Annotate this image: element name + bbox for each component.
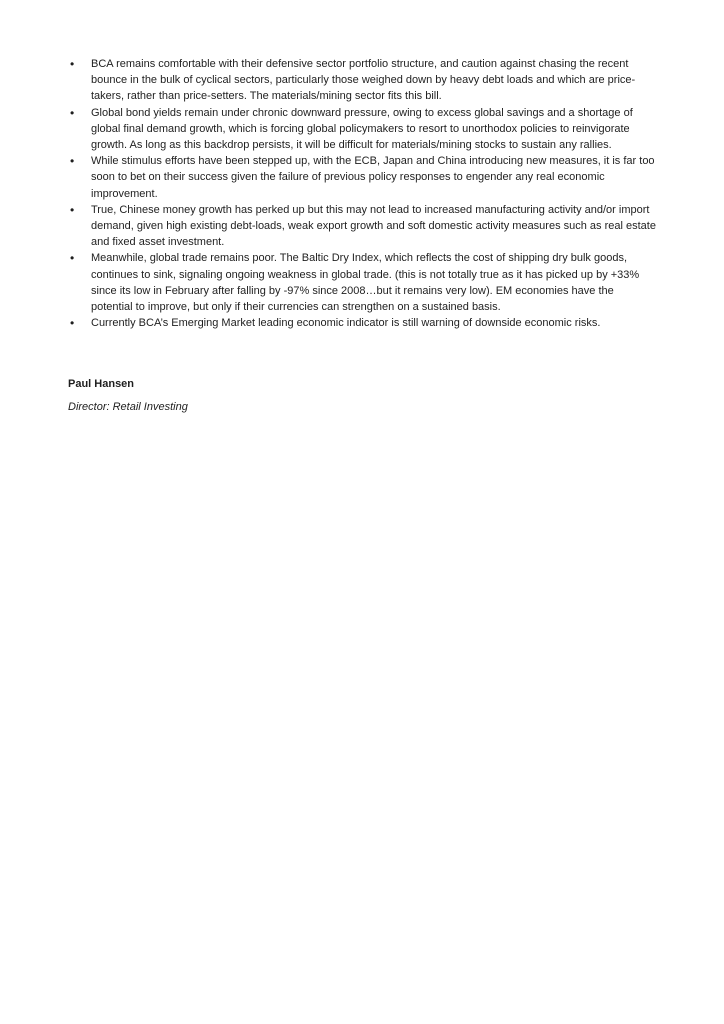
bullet-list: [68, 56, 656, 331]
bullet-item: • Meanwhile, global trade remains poor. The Baltic Dry Index, which reflects the cost of shipping dry bulk goods, continues to sink, signaling ongoing weakness in global trade. (this is not totally true as it has picked up by +33% since its low in February after falling by -97% since 2008…but it remains very low). EM economies have the potential to improve, but only if their currencies can strengthen on a sustained basis.: [68, 250, 656, 315]
bullet-item: • Global bond yields remain under chronic downward pressure, owing to excess global savings and a shortage of global final demand growth, which is forcing global policymakers to resort to unorthodox policies to reinvigorate growth. As long as this backdrop persists, it will be difficult for materials/mining stocks to sustain any rallies.: [68, 105, 656, 154]
bullet-item: • Currently BCA’s Emerging Market leading economic indicator is still warning of downside economic risks.: [68, 315, 656, 331]
signature-title: Director: Retail Investing: [68, 401, 188, 414]
bullet-item: • BCA remains comfortable with their defensive sector portfolio structure, and caution against chasing the recent bounce in the bulk of cyclical sectors, particularly those weighed down by heavy debt loads and which are price-takers, rather than price-setters. The materials/mining sector fits this bill.: [68, 56, 656, 105]
bullet-item: • True, Chinese money growth has perked up but this may not lead to increased manufacturing activity and/or import demand, given high existing debt-loads, weak export growth and soft domestic activity measures such as real estate and fixed asset investment.: [68, 202, 656, 251]
document-content: [68, 56, 656, 414]
signature-block: [68, 377, 656, 414]
bullet-item: • While stimulus efforts have been stepped up, with the ECB, Japan and China introducing new measures, it is far too soon to bet on their success given the failure of previous policy responses to engender any real economic improvement.: [68, 153, 656, 202]
signature-name: Paul Hansen: [68, 378, 135, 391]
